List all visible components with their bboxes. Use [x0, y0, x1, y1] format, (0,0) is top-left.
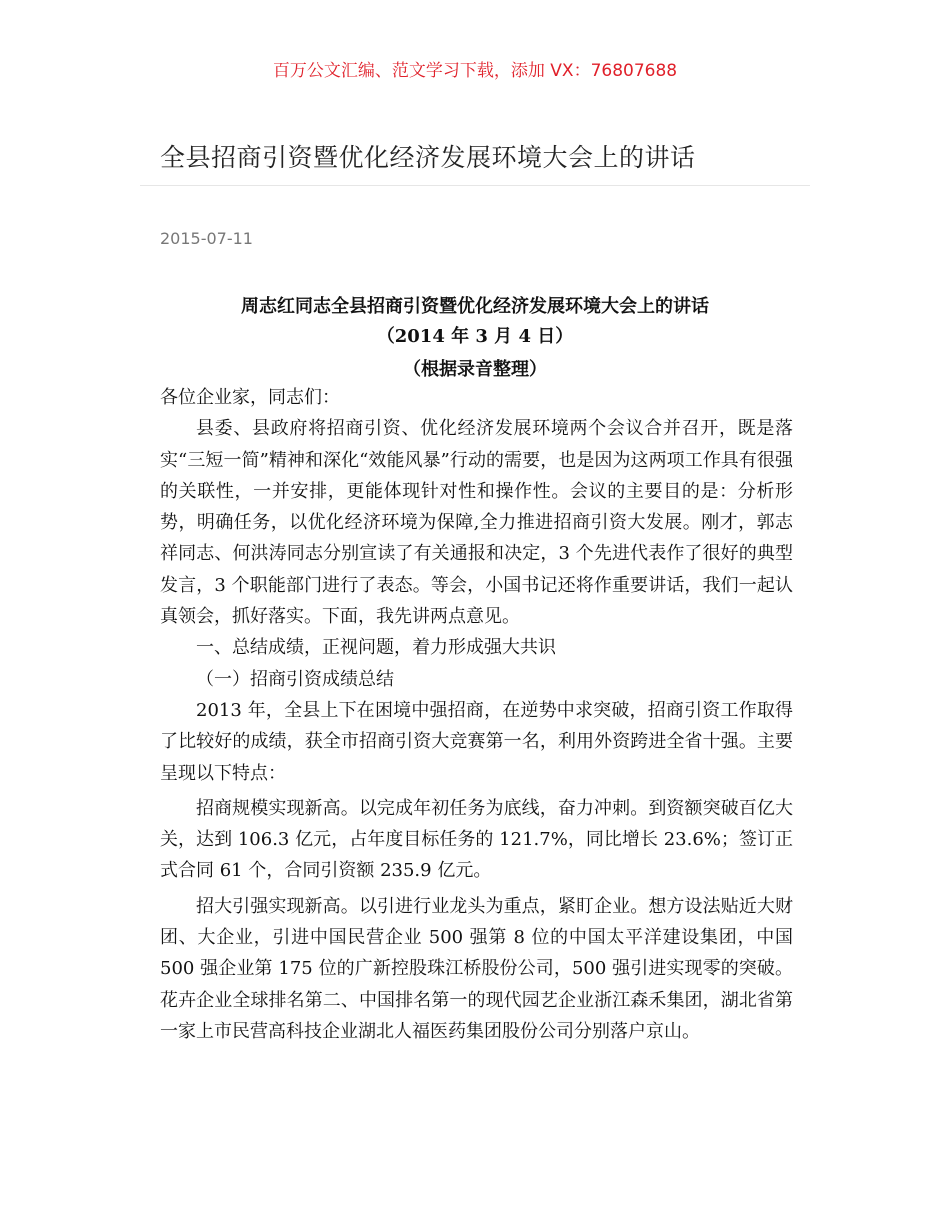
section-heading-1: 一、总结成绩，正视问题，着力形成强大共识 [196, 637, 556, 659]
promo-banner: 百万公文汇编、范文学习下载，添加 VX：76807688 [272, 61, 678, 81]
paragraph-scale: 招商规模实现新高。以完成年初任务为底线，奋力冲刺。到资额突破百亿大关，达到 106.3 亿元，占年度目标任务的 121.7%，同比增长 23.6%；签订正式合同 61 个，合同引资额 235.9 亿元。 [160, 797, 793, 882]
speech-body [160, 382, 793, 1047]
title-divider [140, 185, 810, 186]
salutation: 各位企业家，同志们： [160, 387, 340, 408]
speech-note: （根据录音整理） [403, 359, 547, 380]
paragraph-2013-summary: 2013 年，全县上下在困境中强招商，在逆势中求突破，招商引资工作取得了比较好的成绩，获全市招商引资大竞赛第一名，利用外资跨进全省十强。主要呈现以下特点： [160, 699, 793, 784]
speech-date-line: （2014 年 3 月 4 日） [376, 326, 574, 347]
subsection-heading-1: （一）招商引资成绩总结 [196, 668, 394, 690]
paragraph-intro: 县委、县政府将招商引资、优化经济发展环境两个会议合并召开，既是落实“三短一简”精神和深化“效能风暴”行动的需要，也是因为这两项工作具有很强的关联性，一并安排，更能体现针对性和操作性。会议的主要目的是：分析形势，明确任务，以优化经济环境为保障,全力推进招商引资大发展。刚才，郭志祥同志、何洪涛同志分别宣读了有关通报和决定，3 个先进代表作了很好的典型发言，3 个职能部门进行了表态。等会，小国书记还将作重要讲话，我们一起认真领会，抓好落实。下面，我先讲两点意见。 [160, 418, 793, 628]
page-title: 全县招商引资暨优化经济发展环境大会上的讲话 [160, 143, 696, 172]
speech-heading: 周志红同志全县招商引资暨优化经济发展环境大会上的讲话 [241, 296, 709, 317]
publish-date: 2015-07-11 [160, 229, 253, 248]
paragraph-big-enterprises: 招大引强实现新高。以引进行业龙头为重点，紧盯企业。想方设法贴近大财团、大企业，引进中国民营企业 500 强第 8 位的中国太平洋建设集团，中国 500 强企业第 175 位的广新控股珠江桥股份公司，500 强引进实现零的突破。花卉企业全球排名第二、中国排名第一的现代园艺企业浙江森禾集团，湖北省第一家上市民营高科技企业湖北人福医药集团股份公司分别落户京山。 [160, 895, 793, 1042]
